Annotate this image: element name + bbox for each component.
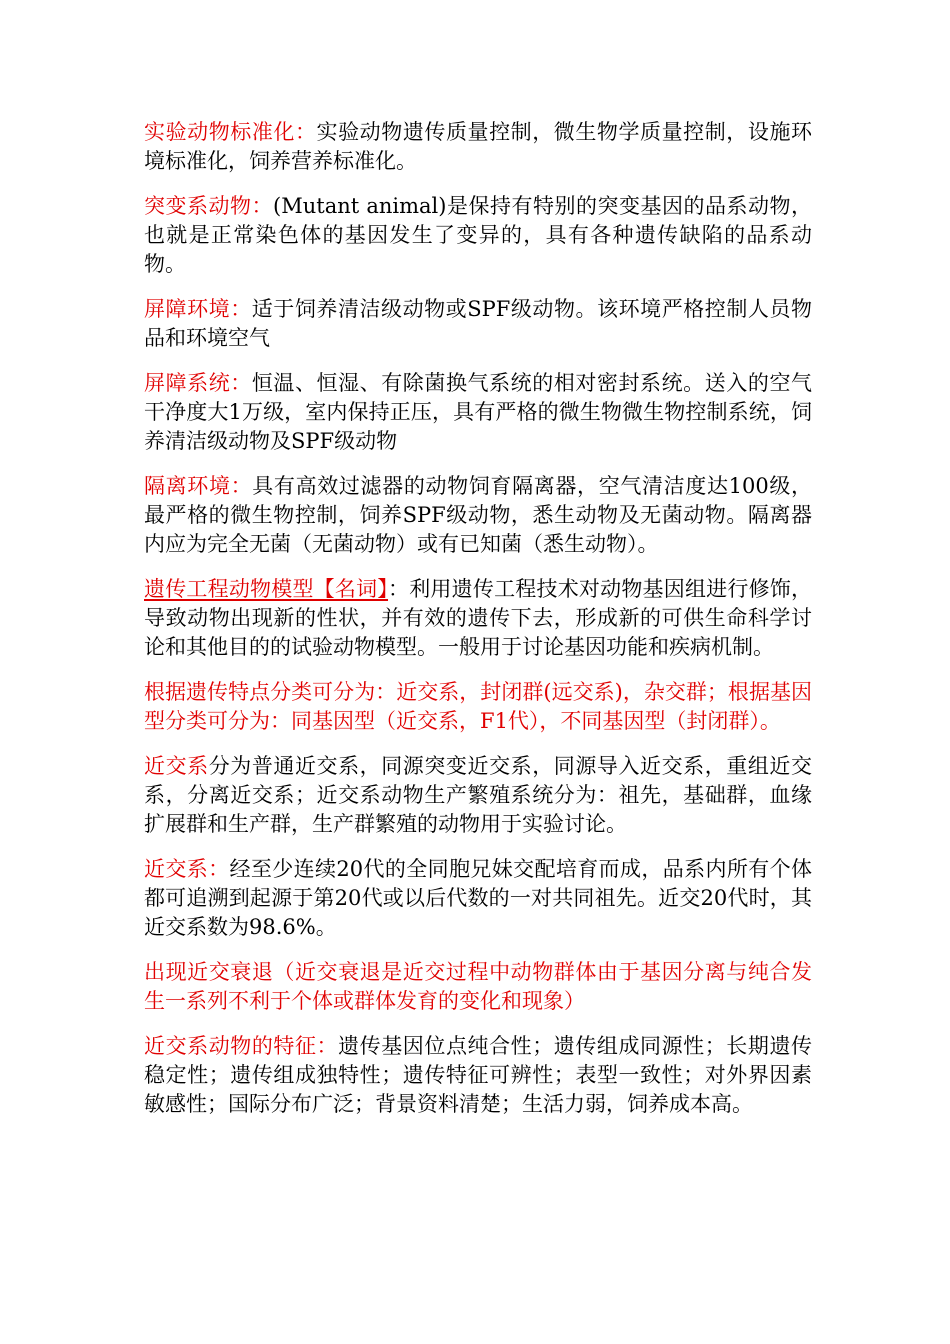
paragraph-lab-animal-standardization: [144, 118, 812, 176]
term-label: 屏障系统：: [144, 371, 252, 395]
paragraph-text: ：利用遗传工程技术对动物基因组进行修饰，导致动物出现新的性状，并有效的遗传下去，形成新的可供生命科学讨论和其他目的的试验动物模型。一般用于讨论基因功能和疾病机制。: [144, 577, 812, 659]
paragraph-inbreeding-depression: [144, 958, 812, 1016]
term-label: 实验动物标准化：: [144, 120, 317, 144]
paragraph-text: 出现近交衰退（近交衰退是近交过程中动物群体由于基因分离与纯合发生一系列不利于个体或群体发育的变化和现象）: [144, 960, 812, 1013]
paragraph-barrier-system: [144, 369, 812, 456]
paragraph-text: 恒温、恒湿、有除菌换气系统的相对密封系统。送入的空气干净度大1万级，室内保持正压，具有严格的微生物微生物控制系统，饲养清洁级动物及SPF级动物: [144, 371, 813, 453]
paragraph-text: 遗传基因位点纯合性；遗传组成同源性；长期遗传稳定性；遗传组成独特性；遗传特征可辨性；表型一致性；对外界因素敏感性；国际分布广泛；背景资料清楚；生活力弱，饲养成本高。: [144, 1034, 813, 1116]
paragraph-text: 实验动物遗传质量控制，微生物学质量控制，设施环境标准化，饲养营养标准化。: [144, 120, 813, 173]
term-label: 隔离环境：: [144, 474, 253, 498]
paragraph-mutant-animal: [144, 192, 812, 279]
paragraph-text: 适于饲养清洁级动物或SPF级动物。该环境严格控制人员物品和环境空气: [144, 297, 812, 350]
paragraph-text: 分为普通近交系，同源突变近交系，同源导入近交系，重组近交系，分离近交系；近交系动物生产繁殖系统分为：祖先，基础群，血缘扩展群和生产群，生产群繁殖的动物用于实验讨论。: [144, 754, 813, 836]
document-body: [144, 118, 812, 1135]
term-label: 近交系: [144, 754, 209, 778]
term-label: 屏障环境：: [144, 297, 252, 321]
term-label: 遗传工程动物模型【名词】: [144, 577, 389, 601]
paragraph-isolation-environment: [144, 472, 812, 559]
term-label: 近交系动物的特征：: [144, 1034, 339, 1058]
paragraph-text: 经至少连续20代的全同胞兄妹交配培育而成，品系内所有个体都可追溯到起源于第20代或以后代数的一对共同祖先。近交20代时，其近交系数为98.6%。: [144, 857, 812, 939]
paragraph-inbred-strain-types: [144, 752, 812, 839]
paragraph-text: 具有高效过滤器的动物饲育隔离器，空气清洁度达100级，最严格的微生物控制，饲养SPF级动物，悉生动物及无菌动物。隔离器内应为完全无菌（无菌动物）或有已知菌（悉生动物）。: [144, 474, 812, 556]
paragraph-inbred-strain-definition: [144, 855, 812, 942]
paragraph-text: 根据遗传特点分类可分为：近交系，封闭群(远交系)，杂交群；根据基因型分类可分为：同基因型（近交系，F1代），不同基因型（封闭群）。: [144, 680, 812, 733]
paragraph-classification: [144, 678, 812, 736]
term-label: 突变系动物：: [144, 194, 274, 218]
paragraph-inbred-characteristics: [144, 1032, 812, 1119]
paragraph-text: (Mutant animal)是保持有特别的突变基因的品系动物，也就是正常染色体的基因发生了变异的，具有各种遗传缺陷的品系动物。: [144, 194, 813, 276]
term-label: 近交系：: [144, 857, 230, 881]
paragraph-barrier-environment: [144, 295, 812, 353]
paragraph-genetic-engineering-model: [144, 575, 812, 662]
